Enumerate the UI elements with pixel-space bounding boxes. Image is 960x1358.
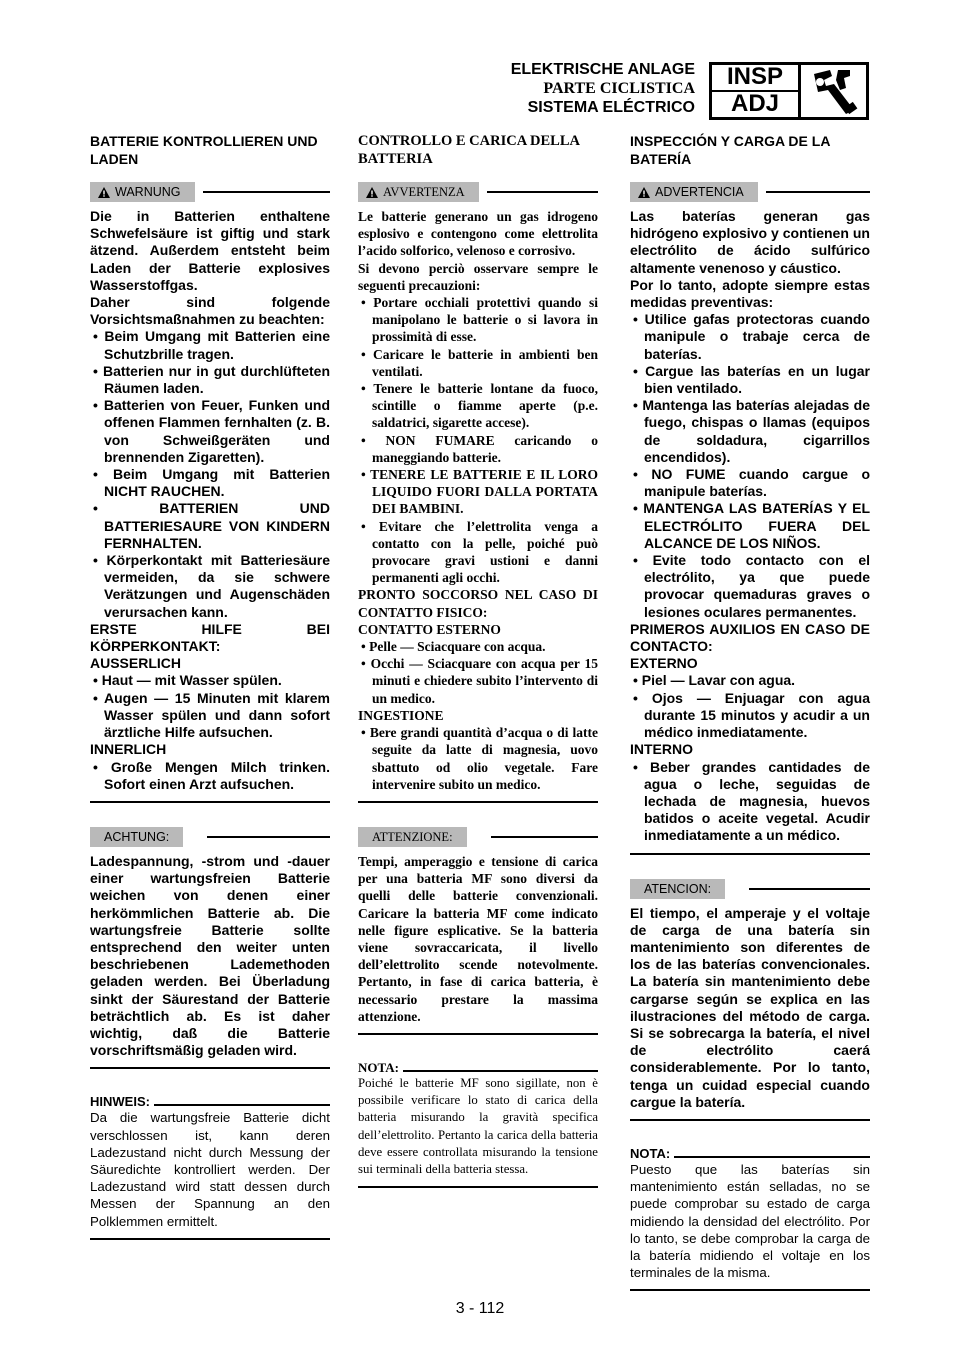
warning-paragraph: Si devono perciò osservare sempre le seguenti precauzioni: (358, 260, 598, 293)
note-label: NOTA: (630, 1145, 671, 1161)
divider (630, 1119, 870, 1121)
warning-tag (630, 182, 758, 202)
column-german (90, 132, 330, 1264)
list-item: • Beim Umgang mit Batterien NICHT RAUCHEN. (90, 466, 330, 500)
warning-tag (90, 182, 195, 202)
warning-paragraph: Por lo tanto, adopte siempre estas medidas preventivas: (630, 276, 870, 311)
note-header (90, 1093, 330, 1109)
caution-header (630, 879, 870, 899)
divider (630, 1289, 870, 1291)
list-item: • Mantenga las baterías alejadas de fuego, chispas o llamas (equipos de soldadura, cigarrillos encendidos). (630, 397, 870, 466)
list-item: • Ojos — Enjuagar con agua durante 15 minutos y acudir a un médico inmediatamente. (630, 690, 870, 742)
note-text: Poiché le batterie MF sono sigillate, non è possibile verificare lo stato di carica della batteria misurando la gravità specifica dell’elettrolito. Pertanto la carica della batteria deve essere controllata misurando la tensione sui terminali della batteria stessa. (358, 1075, 598, 1176)
warning-triangle-icon (98, 187, 110, 198)
divider (207, 836, 330, 838)
note-label: HINWEIS: (90, 1094, 150, 1110)
divider (90, 1067, 330, 1069)
divider (358, 1186, 598, 1188)
first-aid-heading: ERSTE HILFE BEI KÖRPERKONTAKT: (90, 620, 330, 655)
list-item: • Pelle — Sciacquare con acqua. (358, 638, 598, 655)
list-item: • Caricare le batterie in ambienti ben ventilati. (358, 346, 598, 380)
list-item: • Evite todo contacto con el electrólito, ya que puede provocar quemaduras graves o lesiones oculares permanentes. (630, 552, 870, 621)
warning-paragraph: Las baterías generan gas hidrógeno explosivo y contienen un electrólito de ácido sulfúrico altamente venenoso y cáustico. (630, 208, 870, 276)
caution-tag (358, 827, 467, 847)
caution-label: ATENCION: (644, 881, 712, 896)
list-item: • NON FUMARE caricando o maneggiando batterie. (358, 432, 598, 466)
list-item: • BATTERIEN UND BATTERIESAURE VON KINDERN FERNHALTEN. (90, 500, 330, 552)
list-item: • MANTENGA LAS BATERÍAS Y EL ELECTRÓLITO FUERA DEL ALCANCE DE LOS NIÑOS. (630, 500, 870, 552)
warning-body (630, 208, 870, 845)
divider (749, 888, 870, 890)
warning-tag (358, 182, 479, 202)
list-item: • Utilice gafas protectoras cuando manipule o trabaje cerca de baterías. (630, 311, 870, 363)
caution-body (90, 853, 330, 1059)
caution-header (90, 827, 330, 847)
warning-header (90, 182, 330, 202)
list-item: • Tenere le batterie lontane da fuoco, scintille o fiamme aperte (p.e. saldatrici, sigarette accese). (358, 380, 598, 432)
badge-adj: ADJ (730, 90, 779, 117)
header-title-es: SISTEMA ELÉCTRICO (527, 99, 695, 116)
internal-heading: INTERNO (630, 741, 693, 758)
caution-label: ATTENZIONE: (372, 829, 453, 844)
list-item: • Beber grandes cantidades de agua o leche, seguidas de lechada de magnesia, huevos batidos o aceite vegetal. Acudir inmediatamente a un médico. (630, 759, 870, 845)
note-label: NOTA: (358, 1059, 399, 1075)
divider (674, 1156, 870, 1158)
section-title: CONTROLLO E CARICA DELLA BATTERIA (358, 133, 580, 167)
internal-heading: INNERLICH (90, 741, 167, 758)
divider (491, 836, 598, 838)
list-item: • Bere grandi quantità d’acqua o di latte seguite da latte di magnesia, uovo sbattuto od olio vegetale. Fare intervenire subito un medico. (358, 724, 598, 793)
divider (154, 1104, 330, 1106)
warning-label: WARNUNG (115, 185, 181, 199)
list-item: • Cargue las baterías en un lugar bien ventilado. (630, 363, 870, 397)
caution-tag (630, 879, 725, 899)
list-item: • Batterien von Feuer, Funken und offenen Flammen fernhalten (z. B. von Schweißgeräten und brennenden Zigaretten). (90, 397, 330, 466)
caution-text: Ladespannung, -strom und -dauer einer wartungsfreien Batterie weichen von denen einer herkömmlichen Batterie ab. Die wartungsfreie Batterie sollte entsprechend den weiter unten beschriebenen Lademethoden geladen werden. Bei Überladung sinkt der Säurestand der Batterie beträchtlich ab. Es ist daher wichtig, daß die Batterie vorschriftsmäßig geladen wird. (90, 852, 330, 1059)
section-title: BATTERIE KONTROLLIEREN UND LADEN (90, 133, 318, 167)
warning-triangle-icon (638, 187, 650, 198)
warning-body (358, 208, 598, 793)
divider (403, 1070, 598, 1072)
warning-paragraph: Die in Batterien enthaltene Schwefelsäure ist giftig und stark ätzend. Außerdem entsteht beim Laden der Batterie explosives Wasserstoffgas. (90, 208, 330, 293)
divider (766, 191, 870, 193)
note-header (358, 1059, 598, 1075)
divider (487, 191, 598, 193)
header-title-de: ELEKTRISCHE ANLAGE (510, 61, 695, 78)
caution-body (358, 853, 598, 1025)
caution-text: Tempi, amperaggio e tensione di carica per una batteria MF sono diversi da quelli delle batterie convenzionali. Caricare la batteria MF come indicato nelle figure esplicative. Se la batteria viene sovraccaricata, il livello dell’elettrolito scende notevolmente. Pertanto, in fase di carica batteria, è necessario prestare la massima attenzione. (358, 853, 598, 1024)
warning-header (358, 182, 598, 202)
list-item: • Haut — mit Wasser spülen. (90, 672, 330, 689)
divider (630, 853, 870, 855)
warning-header (630, 182, 870, 202)
caution-tag (90, 827, 183, 847)
column-italian (358, 132, 598, 1212)
list-item: • NO FUME cuando cargue o manipule baterías. (630, 466, 870, 500)
caution-text: El tiempo, el amperaje y el voltaje de carga de una batería sin mantenimiento son diferentes de los de las baterías convencionales. La batería sin mantenimiento debe cargarse según se explica en las ilustraciones del método de carga. Si se sobrecarga la batería, el nivel de electrólito caerá considerablemente. Por lo tanto, tenga un cuidad especial cuando cargue la batería. (630, 904, 870, 1110)
header-title-it: PARTE CICLISTICA (543, 80, 695, 97)
divider (90, 801, 330, 803)
note-header (630, 1145, 870, 1161)
first-aid-heading: PRIMEROS AUXILIOS EN CASO DE CONTACTO: (630, 620, 870, 655)
list-item: • Evitare che l’elettrolita venga a contatto con la pelle, poiché può provocare gravi ustioni e danni permanenti agli occhi. (358, 518, 598, 587)
warning-label: ADVERTENCIA (655, 185, 744, 199)
external-heading: CONTATTO ESTERNO (358, 621, 501, 637)
caution-body (630, 905, 870, 1111)
warning-triangle-icon (366, 187, 378, 198)
column-spanish (630, 132, 870, 1315)
list-item: • Große Mengen Milch trinken. Sofort einen Arzt aufsuchen. (90, 759, 330, 793)
list-item: • Körperkontakt mit Batteriesäure vermeiden, da sie schwere Verätzungen und Augenschäden verursachen kann. (90, 552, 330, 621)
caution-label: ACHTUNG: (104, 829, 170, 844)
external-heading: EXTERNO (630, 655, 698, 672)
wrench-icon (801, 65, 866, 117)
warning-body (90, 208, 330, 793)
internal-heading: INGESTIONE (358, 707, 444, 723)
warning-paragraph: Daher sind folgende Vorsichtsmaßnahmen zu beachten: (90, 294, 330, 328)
divider (203, 191, 330, 193)
insp-adj-badge (709, 62, 869, 120)
section-header (511, 60, 695, 117)
warning-paragraph: Le batterie generano un gas idrogeno esplosivo e contengono come elettrolita l’acido solforico, velenoso e corrosivo. (358, 209, 598, 259)
list-item: • Augen — 15 Minuten mit klarem Wasser spülen und dann sofort ärztliche Hilfe aufsuchen. (90, 690, 330, 742)
list-item: • Piel — Lavar con agua. (630, 672, 870, 689)
divider (358, 1033, 598, 1035)
divider (358, 801, 598, 803)
list-item: • Portare occhiali protettivi quando si manipolano le batterie o si lavora in prossimità di esse. (358, 294, 598, 346)
note-text: Puesto que las baterías sin mantenimiento están selladas, no se puede comprobar su estado de carga midiendo la densidad del electrólito. Por lo tanto, se debe comprobar la carga de la batería midiendo el voltaje en los terminales de la misma. (630, 1161, 870, 1281)
warning-label: AVVERTENZA (383, 185, 465, 199)
caution-header (358, 827, 598, 847)
section-title: INSPECCIÓN Y CARGA DE LA BATERÍA (630, 133, 830, 167)
badge-insp: INSP (712, 65, 798, 92)
divider (90, 1238, 330, 1240)
page-number: 3 - 112 (455, 1300, 505, 1317)
list-item: • Batterien nur in gut durchlüfteten Räumen laden. (90, 363, 330, 397)
list-item: • TENERE LE BATTERIE E IL LORO LIQUIDO FUORI DALLA PORTATA DEI BAMBINI. (358, 466, 598, 518)
first-aid-heading: PRONTO SOCCORSO NEL CASO DI CONTATTO FISICO: (358, 587, 598, 620)
list-item: • Occhi — Sciacquare con acqua per 15 minuti e chiedere subito l’intervento di un medico. (358, 655, 598, 707)
external-heading: AUSSERLICH (90, 655, 182, 672)
note-text: Da die wartungsfreie Batterie dicht verschlossen ist, kann deren Ladezustand nicht durch Messung der Säuredichte kontrolliert werden. Der Ladezustand wird statt dessen durch Messen der Spannung an den Polklemmen ermittelt. (90, 1110, 330, 1229)
list-item: • Beim Umgang mit Batterien eine Schutzbrille tragen. (90, 328, 330, 362)
